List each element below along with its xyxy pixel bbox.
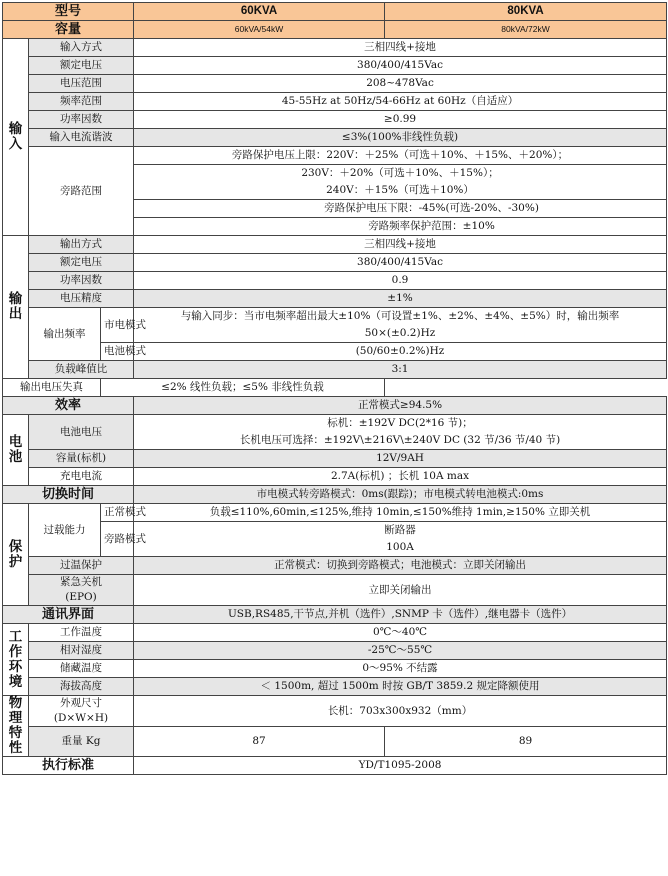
weight-80: 89	[385, 727, 667, 757]
model-80: 80KVA	[385, 3, 667, 21]
input-rated-voltage-row	[3, 57, 667, 75]
dimension-value: 长机：703x300x932（mm）	[134, 696, 667, 727]
standard-label: 执行标准	[3, 757, 134, 775]
input-rated-voltage-label: 额定电压	[29, 57, 134, 75]
battery-section-label: 电 池	[3, 415, 29, 486]
overload-label: 过载能力	[29, 504, 101, 557]
battery-capacity-value: 12V/9AH	[134, 450, 667, 468]
overtemp-row	[3, 557, 667, 575]
humidity-row	[3, 642, 667, 660]
output-accuracy-value: ±1%	[134, 290, 667, 308]
efficiency-value: 正常模式≥94.5%	[134, 397, 667, 415]
storage-row	[3, 660, 667, 678]
bypass-mode-value-2: 100A	[134, 539, 667, 557]
battery-mode-label: 电池模式	[101, 343, 134, 361]
battery-charge-row	[3, 468, 667, 486]
output-mains-row-1	[3, 308, 667, 326]
storage-label: 储藏温度	[29, 660, 134, 678]
input-voltage-range-value: 208~478Vac	[134, 75, 667, 93]
output-power-factor-row	[3, 272, 667, 290]
comm-label: 通讯界面	[3, 606, 134, 624]
bypass-upper-230: 230V：＋20%（可选＋10%、＋15%）；	[134, 165, 667, 183]
output-rated-voltage-value: 380/400/415Vac	[134, 254, 667, 272]
capacity-60: 60kVA/54kW	[134, 21, 385, 39]
output-crest-row	[3, 361, 667, 379]
normal-mode-label: 正常模式	[101, 504, 134, 522]
input-section-label: 输 入	[3, 39, 29, 236]
input-power-factor-value: ≥0.99	[134, 111, 667, 129]
output-rated-voltage-label: 额定电压	[29, 254, 134, 272]
overload-bypass-row-1	[3, 522, 667, 540]
header-row-capacity	[3, 21, 667, 39]
distortion-label: 输出电压失真	[3, 379, 101, 397]
output-mode-row	[3, 236, 667, 254]
bypass-upper-240: 240V：＋15%（可选＋10%）	[134, 182, 667, 200]
mains-mode-value-1: 与输入同步：当市电频率超出最大±10%（可设置±1%、±2%、±4%、±5%）时，输出频率	[134, 308, 667, 326]
battery-voltage-label: 电池电压	[29, 415, 134, 450]
humidity-label: 相对湿度	[29, 642, 134, 660]
battery-voltage-row-1	[3, 415, 667, 433]
charge-current-label: 充电电流	[29, 468, 134, 486]
protection-section-label: 保 护	[3, 504, 29, 606]
capacity-label: 容量	[3, 21, 134, 39]
output-rated-voltage-row	[3, 254, 667, 272]
input-freq-range-row	[3, 93, 667, 111]
input-mode-value: 三相四线+接地	[134, 39, 667, 57]
input-voltage-range-label: 电压范围	[29, 75, 134, 93]
weight-label: 重量 Kg	[29, 727, 134, 757]
output-distortion-row	[3, 379, 667, 397]
weight-row-1	[3, 727, 667, 739]
overtemp-label: 过温保护	[29, 557, 134, 575]
epo-value: 立即关闭输出	[134, 575, 667, 606]
crest-factor-value: 3:1	[134, 361, 667, 379]
bypass-lower: 旁路保护电压下限：-45%(可选-20%、-30%)	[134, 200, 667, 218]
output-mode-label: 输出方式	[29, 236, 134, 254]
crest-factor-label: 负载峰值比	[29, 361, 134, 379]
output-accuracy-row	[3, 290, 667, 308]
input-thd-row	[3, 129, 667, 147]
transfer-time-value: 市电模式转旁路模式：0ms(跟踪)；市电模式转电池模式:0ms	[134, 486, 667, 504]
efficiency-row	[3, 397, 667, 415]
battery-mode-value: (50/60±0.2%)Hz	[134, 343, 667, 361]
environment-section-label: 工 作 环 境	[3, 624, 29, 696]
bypass-upper-220: 旁路保护电压上限：220V：＋25%（可选＋10%、＋15%、＋20%）；	[134, 147, 667, 165]
epo-label: 紧急关机 (EPO)	[29, 575, 134, 606]
output-section-label: 输 出	[3, 236, 29, 379]
battery-voltage-line-1: 标机：±192V DC(2*16 节)；	[134, 415, 667, 433]
battery-capacity-label: 容量(标机)	[29, 450, 134, 468]
output-mode-value: 三相四线+接地	[134, 236, 667, 254]
input-mode-label: 输入方式	[29, 39, 134, 57]
transfer-time-row	[3, 486, 667, 504]
charge-current-value: 2.7A(标机) ；长机 10A max	[134, 468, 667, 486]
model-60: 60KVA	[134, 3, 385, 21]
input-rated-voltage-value: 380/400/415Vac	[134, 57, 667, 75]
altitude-value: ＜ 1500m, 超过 1500m 时按 GB/T 3859.2 规定降额使用	[134, 678, 667, 696]
input-voltage-range-row	[3, 75, 667, 93]
transfer-time-label: 切换时间	[3, 486, 134, 504]
input-thd-label: 输入电流谐波	[29, 129, 134, 147]
bypass-mode-label: 旁路模式	[101, 522, 134, 557]
input-power-factor-row	[3, 111, 667, 129]
input-mode-row	[3, 39, 667, 57]
output-accuracy-label: 电压精度	[29, 290, 134, 308]
capacity-80: 80kVA/72kW	[385, 21, 667, 39]
mains-mode-value-2: 50×(±0.2)Hz	[134, 325, 667, 343]
op-temp-label: 工作温度	[29, 624, 134, 642]
output-power-factor-value: 0.9	[134, 272, 667, 290]
humidity-value: -25℃～55℃	[134, 642, 667, 660]
input-freq-range-label: 频率范围	[29, 93, 134, 111]
comm-row	[3, 606, 667, 624]
weight-60: 87	[134, 727, 385, 757]
efficiency-label: 效率	[3, 397, 134, 415]
battery-voltage-line-2: 长机电压可选择：±192V\±216V\±240V DC (32 节/36 节/40 节)	[134, 432, 667, 450]
input-power-factor-label: 功率因数	[29, 111, 134, 129]
bypass-frequency: 旁路频率保护范围：±10%	[134, 218, 667, 236]
bypass-mode-value-1: 断路器	[134, 522, 667, 540]
output-power-factor-label: 功率因数	[29, 272, 134, 290]
mains-mode-label: 市电模式	[101, 308, 134, 343]
standard-value: YD/T1095-2008	[134, 757, 667, 775]
model-label: 型号	[3, 3, 134, 21]
comm-value: USB,RS485,干节点,并机（选件）,SNMP 卡（选件）,继电器卡（选件）	[134, 606, 667, 624]
bypass-range-label: 旁路范围	[29, 147, 134, 236]
storage-value: 0～95% 不结露	[134, 660, 667, 678]
output-frequency-label: 输出频率	[29, 308, 101, 361]
input-thd-value: ≤3%(100%非线性负载)	[134, 129, 667, 147]
overtemp-value: 正常模式：切换到旁路模式；电池模式：立即关闭输出	[134, 557, 667, 575]
input-freq-range-value: 45-55Hz at 50Hz/54-66Hz at 60Hz（自适应）	[134, 93, 667, 111]
op-temp-value: 0℃～40℃	[134, 624, 667, 642]
spec-table	[2, 2, 667, 775]
dimension-label: 外观尺寸 (D×W×H)	[29, 696, 134, 727]
altitude-label: 海拔高度	[29, 678, 134, 696]
bypass-row-1	[3, 147, 667, 165]
battery-capacity-row	[3, 450, 667, 468]
header-row-model	[3, 3, 667, 21]
normal-mode-value: 负载≤110%,60min,≤125%,维持 10min,≤150%维持 1min,≥150% 立即关机	[134, 504, 667, 522]
physical-section-label: 物 理 特 性	[3, 696, 29, 757]
standard-row	[3, 757, 667, 775]
distortion-value: ≤2% 线性负载；≤5% 非线性负载	[101, 379, 385, 397]
op-temp-row	[3, 624, 667, 642]
